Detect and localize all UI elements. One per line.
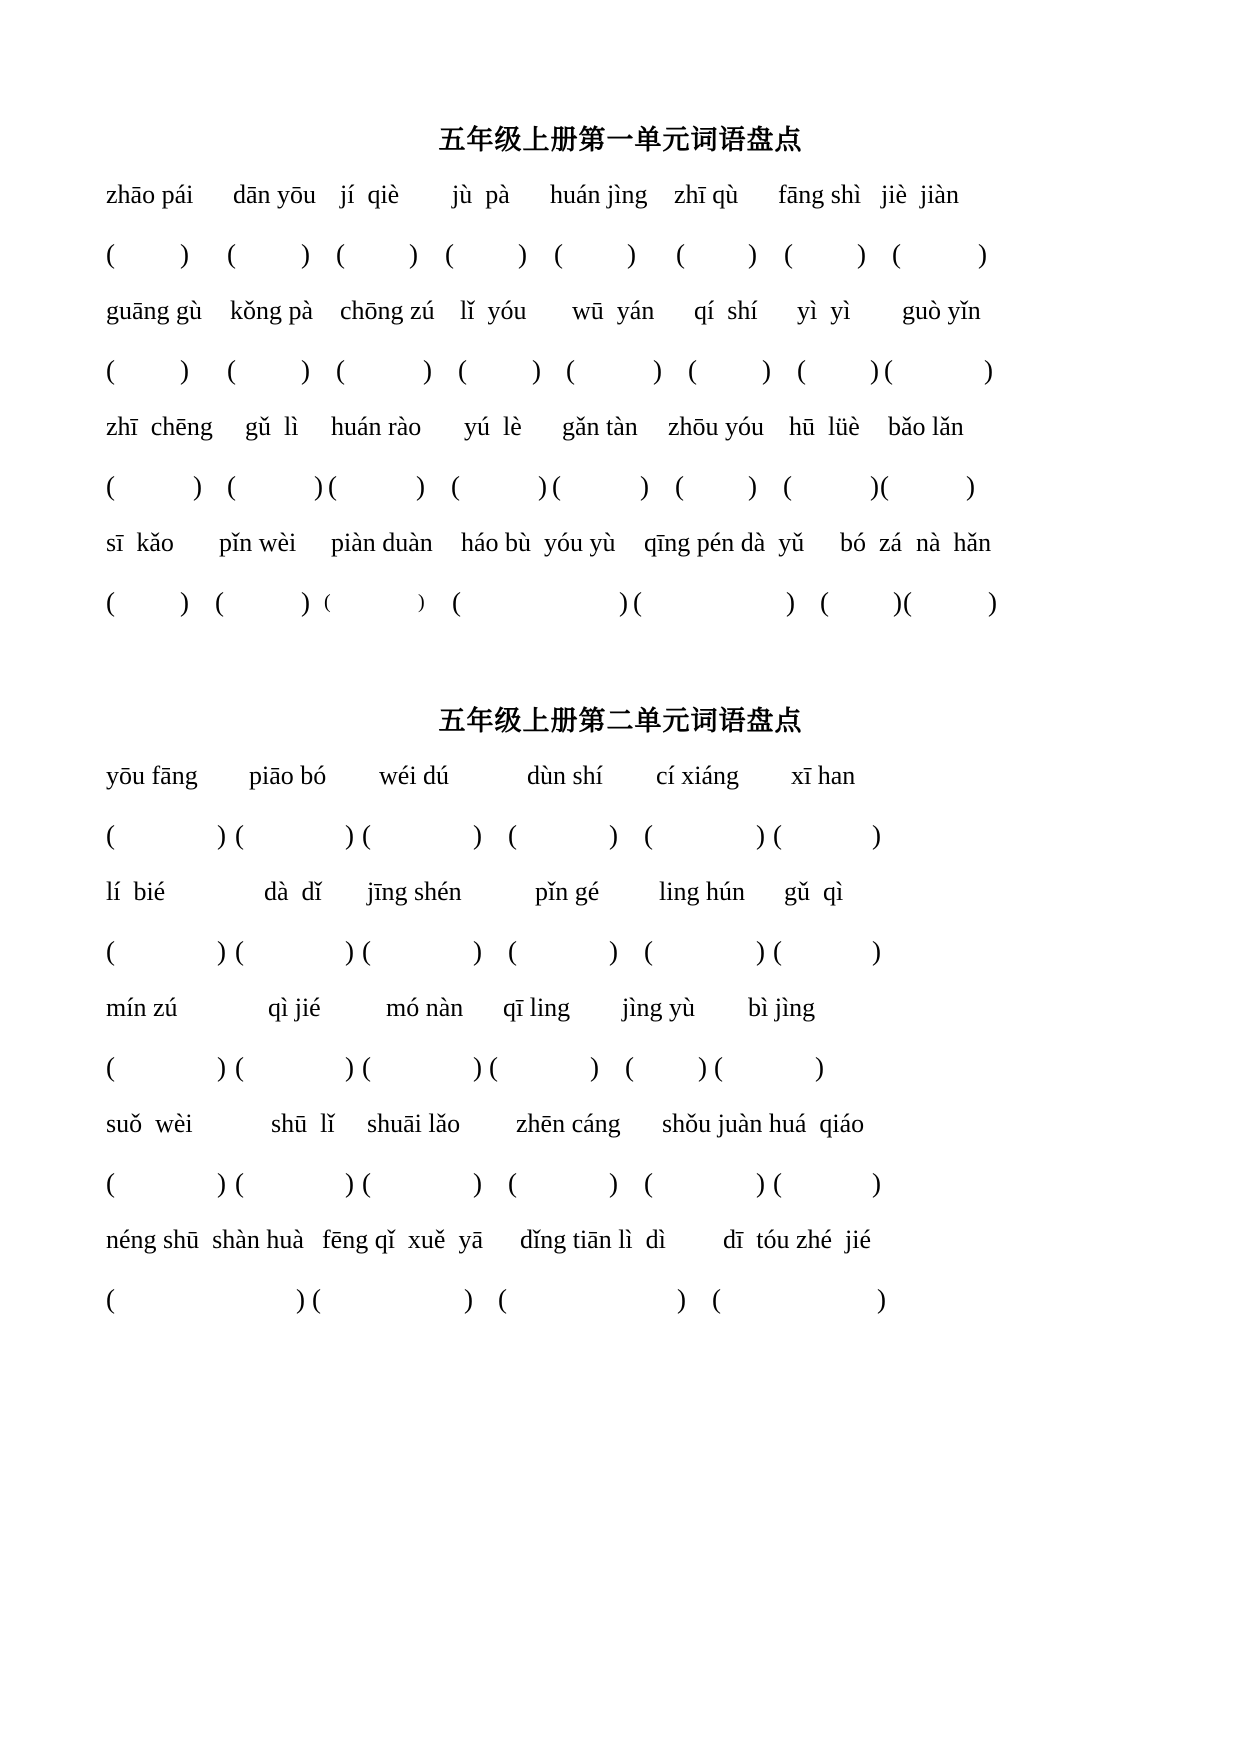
section-1-answer-row-4 [0, 582, 1241, 622]
answer-blank-close: ) [301, 239, 310, 269]
answer-blank-close: ) [416, 471, 425, 501]
section-1-answer-row-1 [0, 234, 1241, 274]
answer-blank-open: ( [903, 587, 912, 617]
pinyin-word: shuāi lǎo [367, 1109, 461, 1138]
section-2-pinyin-row-1 [0, 756, 1241, 796]
pinyin-word: huán jìng [550, 180, 648, 209]
answer-blank-close: ) [698, 1052, 707, 1082]
answer-blank-close: ) [870, 355, 879, 385]
pinyin-word: piāo bó [249, 761, 327, 790]
answer-blank-open: ( [445, 239, 454, 269]
answer-blank-close: ) [627, 239, 636, 269]
answer-blank-close: ) [748, 239, 757, 269]
pinyin-word: dān yōu [233, 180, 317, 209]
section-2-answer-row-3 [0, 1047, 1241, 1087]
answer-blank-open: ( [106, 471, 115, 501]
answer-blank-close: ) [762, 355, 771, 385]
answer-blank-close: ) [756, 820, 765, 850]
section-2-answer-row-4 [0, 1163, 1241, 1203]
answer-blank-close: ) [473, 820, 482, 850]
answer-blank-open: ( [552, 471, 561, 501]
pinyin-word: zhī chēng [106, 412, 213, 441]
answer-blank-close: ) [473, 1168, 482, 1198]
answer-blank-open: ( [712, 1284, 721, 1314]
answer-blank-close: ) [532, 355, 541, 385]
answer-blank-close: ) [590, 1052, 599, 1082]
answer-blank-open: ( [227, 239, 236, 269]
pinyin-word: qī ling [503, 993, 571, 1022]
pinyin-word: nà hǎn [916, 528, 992, 557]
answer-blank-close: ) [756, 936, 765, 966]
answer-blank-close: ) [345, 1052, 354, 1082]
section-1-pinyin-row-4 [0, 523, 1241, 563]
pinyin-word: jiè jiàn [881, 180, 959, 209]
answer-blank-open: ( [554, 239, 563, 269]
answer-blank-close: ) [217, 820, 226, 850]
answer-blank-close: ) [893, 587, 902, 617]
pinyin-word: zhēn cáng [516, 1109, 621, 1138]
pinyin-word: suǒ wèi [106, 1109, 193, 1138]
pinyin-word: zhōu yóu [668, 412, 765, 441]
answer-blank-open: ( [489, 1052, 498, 1082]
pinyin-word: gǎn tàn [562, 412, 638, 441]
answer-blank-close: ) [409, 239, 418, 269]
answer-blank-open: ( [892, 239, 901, 269]
pinyin-word: bó zá [840, 528, 903, 557]
section-1-answer-row-3 [0, 466, 1241, 506]
answer-blank-open: ( [633, 587, 642, 617]
answer-blank-open: ( [644, 820, 653, 850]
pinyin-word: jìng yù [622, 993, 695, 1022]
answer-blank-close: ) [423, 355, 432, 385]
answer-blank-open: ( [714, 1052, 723, 1082]
answer-blank-open: ( [451, 471, 460, 501]
answer-blank-close: ) [418, 591, 425, 613]
answer-blank-open: ( [215, 587, 224, 617]
answer-blank-open: ( [106, 1168, 115, 1198]
pinyin-word: jù pà [452, 180, 510, 209]
section-2-answer-row-5 [0, 1279, 1241, 1319]
answer-blank-close: ) [345, 1168, 354, 1198]
answer-blank-open: ( [773, 936, 782, 966]
answer-blank-open: ( [324, 591, 331, 613]
pinyin-word: chōng zú [340, 296, 435, 325]
answer-blank-open: ( [362, 936, 371, 966]
answer-blank-open: ( [625, 1052, 634, 1082]
pinyin-word: hū lüè [789, 412, 860, 441]
answer-blank-open: ( [458, 355, 467, 385]
answer-blank-open: ( [235, 936, 244, 966]
answer-blank-close: ) [609, 820, 618, 850]
pinyin-word: gǔ lì [245, 412, 299, 441]
answer-blank-close: ) [518, 239, 527, 269]
section-2-answer-row-1 [0, 815, 1241, 855]
answer-blank-open: ( [773, 820, 782, 850]
section-2-pinyin-row-5 [0, 1220, 1241, 1260]
answer-blank-close: ) [180, 355, 189, 385]
answer-blank-open: ( [884, 355, 893, 385]
answer-blank-close: ) [473, 1052, 482, 1082]
answer-blank-close: ) [978, 239, 987, 269]
pinyin-word: bǎo lǎn [888, 412, 964, 441]
section-1-title: 五年级上册第一单元词语盘点 [438, 125, 803, 156]
answer-blank-open: ( [362, 820, 371, 850]
section-1-pinyin-row-1 [0, 175, 1241, 215]
answer-blank-close: ) [815, 1052, 824, 1082]
answer-blank-open: ( [644, 1168, 653, 1198]
answer-blank-close: ) [872, 820, 881, 850]
answer-blank-open: ( [783, 471, 792, 501]
pinyin-word: fēng qǐ xuě yā [322, 1225, 484, 1254]
answer-blank-close: ) [677, 1284, 686, 1314]
answer-blank-open: ( [336, 355, 345, 385]
answer-blank-close: ) [609, 1168, 618, 1198]
pinyin-word: dùn shí [527, 761, 603, 790]
pinyin-word: pǐn wèi [219, 528, 297, 557]
answer-blank-close: ) [538, 471, 547, 501]
answer-blank-close: ) [217, 936, 226, 966]
section-2-pinyin-row-3 [0, 988, 1241, 1028]
answer-blank-close: ) [966, 471, 975, 501]
answer-blank-close: ) [217, 1168, 226, 1198]
answer-blank-open: ( [508, 936, 517, 966]
answer-blank-close: ) [296, 1284, 305, 1314]
pinyin-word: mó nàn [386, 993, 464, 1022]
pinyin-word: lǐ yóu [460, 296, 527, 325]
answer-blank-close: ) [345, 936, 354, 966]
pinyin-word: ling hún [659, 877, 745, 906]
answer-blank-open: ( [820, 587, 829, 617]
pinyin-word: zhī qù [674, 180, 739, 209]
answer-blank-open: ( [235, 1052, 244, 1082]
answer-blank-close: ) [619, 587, 628, 617]
answer-blank-open: ( [362, 1052, 371, 1082]
answer-blank-close: ) [301, 587, 310, 617]
section-2-pinyin-row-4 [0, 1104, 1241, 1144]
answer-blank-open: ( [227, 355, 236, 385]
section-1-answer-row-2 [0, 350, 1241, 390]
pinyin-word: huán rào [331, 412, 422, 441]
pinyin-word: wéi dú [379, 761, 450, 790]
answer-blank-open: ( [328, 471, 337, 501]
answer-blank-open: ( [106, 1052, 115, 1082]
answer-blank-close: ) [872, 936, 881, 966]
pinyin-word: shū lǐ [271, 1109, 335, 1138]
answer-blank-open: ( [106, 355, 115, 385]
pinyin-word: dī tóu zhé jié [723, 1225, 872, 1254]
pinyin-word: néng shū shàn huà [106, 1225, 304, 1254]
pinyin-word: guāng gù [106, 296, 203, 325]
answer-blank-open: ( [508, 1168, 517, 1198]
answer-blank-close: ) [193, 471, 202, 501]
pinyin-word: fāng shì [778, 180, 862, 209]
pinyin-word: jí qiè [340, 180, 400, 209]
answer-blank-open: ( [784, 239, 793, 269]
pinyin-word: cí xiáng [656, 761, 740, 790]
answer-blank-open: ( [675, 471, 684, 501]
answer-blank-open: ( [452, 587, 461, 617]
answer-blank-close: ) [653, 355, 662, 385]
answer-blank-open: ( [508, 820, 517, 850]
answer-blank-close: ) [640, 471, 649, 501]
answer-blank-open: ( [880, 471, 889, 501]
answer-blank-open: ( [676, 239, 685, 269]
pinyin-word: yōu fāng [106, 761, 198, 790]
answer-blank-close: ) [180, 587, 189, 617]
section-1-pinyin-row-2 [0, 291, 1241, 331]
answer-blank-close: ) [180, 239, 189, 269]
answer-blank-close: ) [984, 355, 993, 385]
pinyin-word: sī kǎo [106, 528, 174, 557]
pinyin-word: dǐng tiān lì dì [520, 1225, 666, 1254]
pinyin-word: dà dǐ [264, 877, 322, 906]
answer-blank-close: ) [756, 1168, 765, 1198]
answer-blank-open: ( [498, 1284, 507, 1314]
pinyin-word: piàn duàn [331, 528, 433, 557]
pinyin-word: kǒng pà [230, 296, 314, 325]
pinyin-word: pǐn gé [535, 877, 600, 906]
answer-blank-close: ) [872, 1168, 881, 1198]
section-2-pinyin-row-2 [0, 872, 1241, 912]
answer-blank-close: ) [301, 355, 310, 385]
answer-blank-open: ( [235, 820, 244, 850]
answer-blank-close: ) [786, 587, 795, 617]
pinyin-word: gǔ qì [784, 877, 844, 906]
answer-blank-open: ( [106, 1284, 115, 1314]
answer-blank-open: ( [336, 239, 345, 269]
answer-blank-close: ) [314, 471, 323, 501]
answer-blank-close: ) [345, 820, 354, 850]
answer-blank-close: ) [870, 471, 879, 501]
answer-blank-close: ) [748, 471, 757, 501]
pinyin-word: zhāo pái [106, 180, 194, 209]
answer-blank-open: ( [797, 355, 806, 385]
pinyin-word: yì yì [797, 296, 851, 325]
pinyin-word: qí shí [694, 296, 758, 325]
answer-blank-close: ) [877, 1284, 886, 1314]
section-2-answer-row-2 [0, 931, 1241, 971]
answer-blank-open: ( [106, 820, 115, 850]
answer-blank-open: ( [773, 1168, 782, 1198]
answer-blank-open: ( [106, 239, 115, 269]
pinyin-word: guò yǐn [902, 296, 981, 325]
pinyin-word: háo bù yóu yù [461, 528, 616, 557]
pinyin-word: yú lè [464, 412, 522, 441]
answer-blank-close: ) [857, 239, 866, 269]
pinyin-word: bì jìng [748, 993, 816, 1022]
answer-blank-open: ( [362, 1168, 371, 1198]
pinyin-word: mín zú [106, 993, 178, 1022]
answer-blank-open: ( [106, 936, 115, 966]
answer-blank-open: ( [644, 936, 653, 966]
answer-blank-close: ) [217, 1052, 226, 1082]
pinyin-word: jīng shén [367, 877, 462, 906]
answer-blank-close: ) [988, 587, 997, 617]
answer-blank-open: ( [235, 1168, 244, 1198]
pinyin-word: xī han [791, 761, 856, 790]
pinyin-word: shǒu juàn huá qiáo [662, 1109, 865, 1138]
answer-blank-close: ) [609, 936, 618, 966]
answer-blank-close: ) [473, 936, 482, 966]
pinyin-word: wū yán [572, 296, 655, 325]
pinyin-word: qīng pén dà yǔ [644, 528, 805, 557]
answer-blank-open: ( [227, 471, 236, 501]
pinyin-word: qì jié [268, 993, 321, 1022]
answer-blank-close: ) [464, 1284, 473, 1314]
answer-blank-open: ( [688, 355, 697, 385]
answer-blank-open: ( [106, 587, 115, 617]
section-1-pinyin-row-3 [0, 407, 1241, 447]
pinyin-word: lí bié [106, 877, 166, 906]
section-2-title: 五年级上册第二单元词语盘点 [438, 706, 803, 737]
answer-blank-open: ( [566, 355, 575, 385]
answer-blank-open: ( [312, 1284, 321, 1314]
